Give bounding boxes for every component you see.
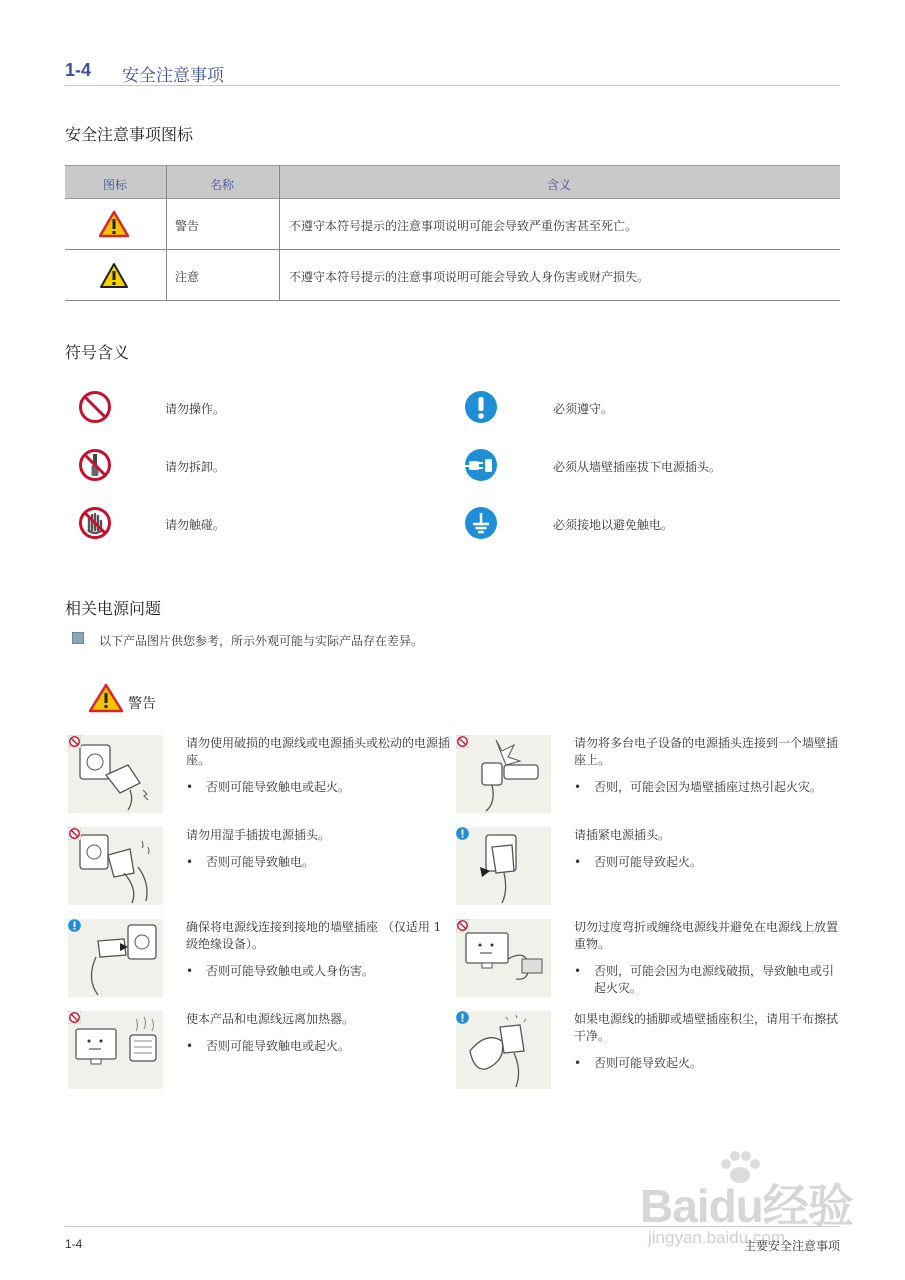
item-text: 请勿使用破损的电源线或电源插头或松动的电源插座。	[186, 736, 451, 767]
mandatory-icon	[456, 1011, 469, 1024]
table-row	[65, 199, 840, 250]
unplug-icon	[464, 448, 498, 482]
header-meaning: 含义	[547, 178, 572, 192]
icons-section-heading: 安全注意事项图标	[65, 125, 194, 144]
item-text: 切勿过度弯折或缠绕电源线并避免在电源线上放置重物。	[574, 920, 839, 951]
symbol-item	[78, 506, 408, 542]
warning-item	[456, 827, 841, 907]
illustration-plug-in	[456, 827, 551, 905]
item-text: 使本产品和电源线远离加热器。	[186, 1012, 355, 1026]
warning-triangle-icon	[99, 210, 129, 238]
warning-label: 警告	[128, 696, 156, 712]
warning-item	[456, 919, 841, 999]
mandatory-icon	[68, 919, 81, 932]
row-meaning: 不遵守本符号提示的注意事项说明可能会导致严重伤害甚至死亡。	[289, 219, 638, 233]
watermark-brand: Baidu经验	[640, 1180, 853, 1232]
illustration-wet-hand	[68, 827, 163, 905]
table-header	[65, 165, 840, 199]
row-name: 警告	[175, 219, 200, 233]
watermark-url: jingyan.baidu.com	[648, 1228, 786, 1247]
item-text: 请勿将多台电子设备的电源插头连接到一个墙壁插座上。	[574, 736, 839, 767]
item-bullet: • 否则可能导致触电或人身伤害。	[186, 963, 451, 980]
page-number: 1-4	[65, 1237, 83, 1251]
table-row	[65, 250, 840, 301]
warning-item	[68, 735, 453, 815]
ground-icon	[464, 506, 498, 540]
symbol-label: 请勿触碰。	[165, 518, 226, 532]
symbol-item	[78, 448, 408, 484]
mandatory-icon	[456, 827, 469, 840]
prohibited-icon	[68, 827, 81, 840]
symbol-item	[78, 390, 408, 426]
no-touch-icon	[78, 506, 112, 540]
illustration-grounded-socket	[68, 919, 163, 997]
caution-triangle-icon	[99, 261, 129, 289]
item-bullet: • 否则可能导致触电或起火。	[186, 779, 451, 796]
symbol-item	[464, 448, 794, 484]
symbol-label: 请勿操作。	[165, 402, 226, 416]
header-icon: 图标	[103, 178, 128, 192]
power-section-heading: 相关电源问题	[65, 599, 162, 618]
chapter-header	[65, 60, 840, 86]
row-name: 注意	[175, 270, 200, 284]
illustration-multi-plug	[456, 735, 551, 813]
item-bullet: • 否则，可能会因为墙壁插座过热引起火灾。	[574, 779, 839, 796]
warning-item	[68, 919, 453, 999]
symbol-label: 必须从墙壁插座拔下电源插头。	[553, 460, 722, 474]
prohibited-icon	[78, 390, 112, 424]
item-bullet: • 否则，可能会因为电源线破损，导致触电或引起火灾。	[574, 963, 839, 997]
illustration-bent-cord	[456, 919, 551, 997]
symbol-label: 请勿拆卸。	[165, 460, 226, 474]
note-icon	[72, 632, 84, 644]
row-meaning: 不遵守本符号提示的注意事项说明可能会导致人身伤害或财产损失。	[289, 270, 650, 284]
item-bullet: • 否则可能导致触电或起火。	[186, 1038, 451, 1055]
symbol-item	[464, 390, 794, 426]
column-divider	[279, 165, 280, 300]
item-bullet: • 否则可能导致起火。	[574, 1055, 839, 1072]
item-text: 如果电源线的插脚或墙壁插座积尘，请用干布擦拭干净。	[574, 1012, 839, 1043]
prohibited-icon	[68, 735, 81, 748]
item-text: 确保将电源线连接到接地的墙壁插座 （仅适用 1 级绝缘设备）。	[186, 920, 442, 951]
symbol-item	[464, 506, 794, 542]
column-divider	[166, 165, 167, 300]
item-bullet: • 否则可能导致起火。	[574, 854, 839, 871]
prohibited-icon	[68, 1011, 81, 1024]
no-disassemble-icon	[78, 448, 112, 482]
warning-item	[456, 735, 841, 815]
symbols-section-heading: 符号含义	[65, 343, 130, 362]
mandatory-icon	[464, 390, 498, 424]
note-text: 以下产品图片供您参考，所示外观可能与实际产品存在差异。	[99, 634, 424, 648]
prohibited-icon	[456, 735, 469, 748]
prohibited-icon	[456, 919, 469, 932]
item-text: 请插紧电源插头。	[574, 828, 671, 842]
warning-heading	[88, 683, 208, 713]
warning-item	[68, 827, 453, 907]
footer-title: 主要安全注意事项	[743, 1239, 840, 1253]
illustration-heater	[68, 1011, 163, 1089]
illustration-damaged-plug	[68, 735, 163, 813]
warning-item	[456, 1011, 841, 1091]
symbol-label: 必须遵守。	[553, 402, 614, 416]
item-text: 请勿用湿手插拔电源插头。	[186, 828, 331, 842]
symbol-label: 必须接地以避免触电。	[553, 518, 674, 532]
chapter-title: 安全注意事项	[122, 66, 224, 86]
chapter-number: 1-4	[65, 60, 92, 80]
item-bullet: • 否则可能导致触电。	[186, 854, 451, 871]
illustration-dusty-plug	[456, 1011, 551, 1089]
header-name: 名称	[210, 178, 235, 192]
warning-item	[68, 1011, 453, 1091]
warning-triangle-icon	[88, 683, 124, 713]
